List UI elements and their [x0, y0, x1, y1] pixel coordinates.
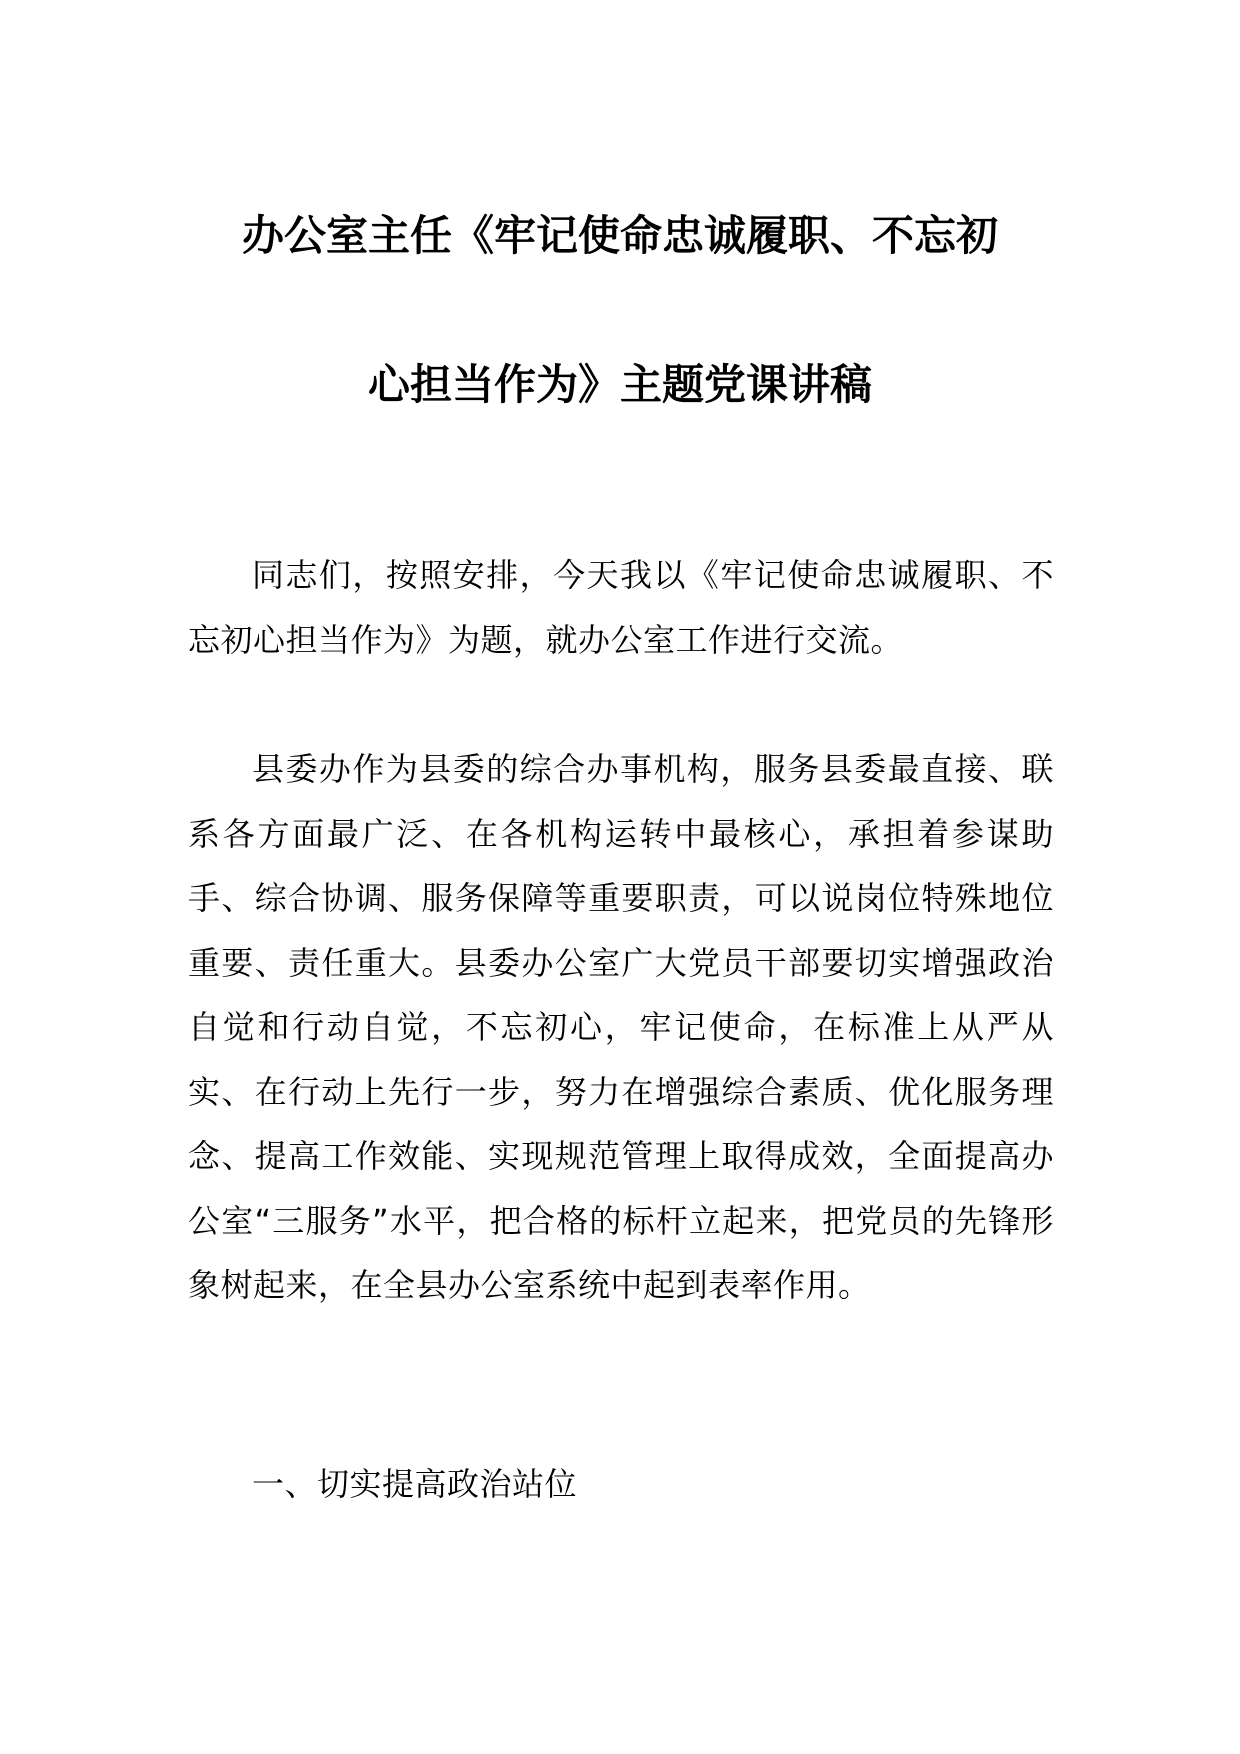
- body-paragraph: 县委办作为县委的综合办事机构，服务县委最直接、联系各方面最广泛、在各机构运转中最核心，承担着参谋助手、综合协调、服务保障等重要职责，可以说岗位特殊地位重要、责任重大。县委办公室广大党员干部要切实增强政治自觉和行动自觉，不忘初心，牢记使命，在标准上从严从实、在行动上先行一步，努力在增强综合素质、优化服务理念、提高工作效能、实现规范管理上取得成效，全面提高办公室“三服务”水平，把合格的标杆立起来，把党员的先锋形象树起来，在全县办公室系统中起到表率作用。: [188, 750, 1054, 1304]
- document-title-line-2: 心担当作为》主题党课讲稿: [367, 360, 872, 409]
- section-heading: 一、切实提高政治站位: [252, 1465, 578, 1503]
- intro-paragraph: 同志们，按照安排，今天我以《牢记使命忠诚履职、不忘初心担当作为》为题，就办公室工作进行交流。: [188, 556, 1054, 659]
- document-title-line-1: 办公室主任《牢记使命忠诚履职、不忘初: [241, 211, 998, 260]
